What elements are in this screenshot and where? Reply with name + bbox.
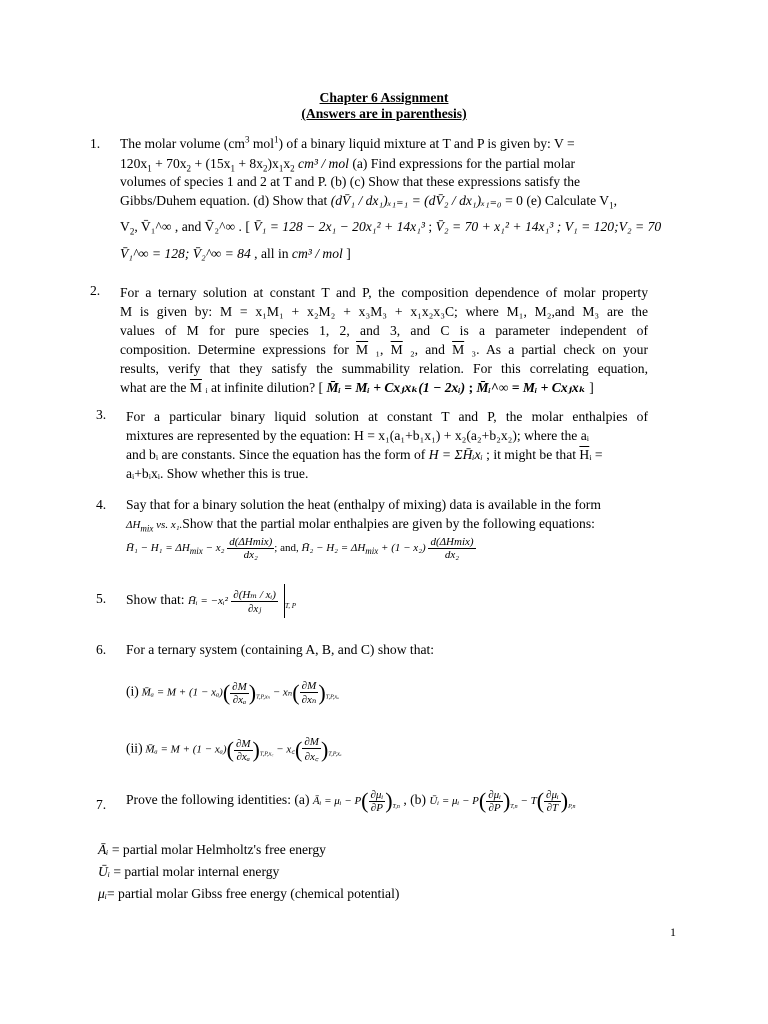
problem-4-line-2: $\Delta H_{mix}$ vs. x₁.Show that the partial molar enthalpies are given by the following equations: xyxy=(126,516,595,534)
problem-2-text: For a ternary solution at constant T and P, the composition dependence of molar property M is given by: M = x₁M₁ + x₂M₂ + x₃M₃ + x₁x₂x₃C; where M₁, M₂,and M₃ are the values of M for pure species 1, 2, and 3, and C is a parameter independent of composition. Determine expressions for $\overline{M}$ ₁, $\overline{M}$ ₂, and $\overline{M}$ ₃. As a partial check on your results, verify that they satisfy the summability relation. For this correlating equation, what are the $\overline{M}$ ᵢ at infinite dilution? [ M̄ᵢ = Mᵢ + Cxⱼxₖ(1 − 2xᵢ) ; M̄ᵢ^∞ = Mᵢ + Cxⱼxₖ ] xyxy=(120,285,648,395)
problem-1-line-2: $120x_1 + 70x_2 + (15x_1 + 8x_2)x_1x_2$ cm³ / mol (a) Find expressions for the partial molar xyxy=(120,156,576,174)
page-subtitle: (Answers are in parenthesis) xyxy=(301,106,467,121)
problem-1-line-5: $V_2$, V̄₁^∞ , and V̄₂^∞ . [ V̄₁ = 128 − 2x₁ − 20x₁² + 14x₁³ ; V̄₂ = 70 + x₁² + 14x₁³ ; V₁ = 120;V₂ = 70 xyxy=(120,219,662,237)
page-number: 1 xyxy=(670,925,676,939)
problem-number: 1. xyxy=(90,136,101,151)
problem-number: 3. xyxy=(96,407,107,422)
problem-1-line-4: Gibbs/Duhem equation. (d) Show that (dV̄₁ / dx₁)ₓ₁₌₁ = (dV̄₂ / dx₁)ₓ₁₌₀ = 0 (e) Calculate $V_1$, xyxy=(120,193,618,211)
page-title: Chapter 6 Assignment xyxy=(319,90,449,105)
definition-item: μᵢ= partial molar Gibss free energy (chemical potential) xyxy=(98,886,400,901)
problem-1-line-6: V̄₁^∞ = 128; V̄₂^∞ = 84 , all in cm³ / mol ] xyxy=(120,246,351,261)
problem-4-line-1: Say that for a binary solution the heat (enthalpy of mixing) data is available in the form xyxy=(126,497,601,512)
problem-7-equation: Prove the following identities: (a) Āᵢ = μᵢ − P( $\frac{\text{∂μᵢ}}{\partial P}$ )$_{T,n}$ , (b) Ūᵢ = μᵢ − P( $\frac{\text{∂μᵢ}}{\partial P}$ )$_{T,n} - T$( $\frac{\text{∂μᵢ}}{\partial T}$ )$_{P,n}$ xyxy=(126,788,576,814)
partial-fraction: $\frac{\text{∂(Hₘ / xᵢ)}}{\text{∂xⱼ}}$ xyxy=(233,588,276,615)
derivative-fraction: $\frac{\text{d(ΔHmix)}}{\text{dx₂}}$ xyxy=(229,536,273,561)
definition-item: Ūᵢ = partial molar internal energy xyxy=(98,864,280,879)
problem-number: 6. xyxy=(96,642,107,657)
problem-1-line-3: volumes of species 1 and 2 at T and P. (b) (c) Show that these expressions satisfy the xyxy=(120,174,581,189)
problem-number: 4. xyxy=(96,497,107,512)
problem-3-text: For a particular binary liquid solution at constant T and P, the molar enthalpies of mixtures are represented by the equation: H = x₁(a₁+b₁x₁) + x₂(a₂+b₂x₂); where the aᵢ and bᵢ are constants. Since the equation has the form of H = ΣH̄ᵢxᵢ ; it might be that $\overline{H}ᵢ$ = aᵢ+bᵢxᵢ. Show whether this is true. xyxy=(126,409,648,481)
problem-6-part-i: (i) M̄ₐ = M + (1 − xₐ)( $\frac{\partial M}{\text{∂xₐ}}$ )$_{T,P,x_n} - x_n$( $\frac{\partial M}{\text{∂xₙ}}$ )$_{T,P,x_a}$ xyxy=(126,680,339,706)
problem-number: 5. xyxy=(96,591,107,606)
problem-6-text: For a ternary system (containing A, B, and C) show that: xyxy=(126,642,435,657)
derivative-fraction: $\frac{\text{d(ΔHmix)}}{\text{dx₂}}$ xyxy=(430,536,474,561)
problem-5-equation: Show that: H̄ᵢ = −xᵢ² $\frac{\text{∂(Hₘ / xᵢ)}}{\text{∂xⱼ}}$ $_{T, P}$ xyxy=(126,584,296,618)
problem-number: 7. xyxy=(96,797,107,812)
definition-item: Āᵢ = partial molar Helmholtz's free energy xyxy=(98,842,326,857)
problem-4-equations: H̄₁ − $H_1 = \Delta H_{mix} - x_2$ $\frac{\text{d(ΔHmix)}}{\text{dx₂}}$ ; and, H̄₂ − $H_2 = \Delta H_{mix} + (1 - x_2)$ $\frac{\text{d(ΔHmix)}}{\text{dx₂}}$ xyxy=(126,536,474,561)
problem-6-part-ii: (ii) M̄ₐ = M + (1 − xₐ)( $\frac{\partial M}{\text{∂xₐ}}$ )$_{T,P,x꜀}$ − x꜀( $\frac{\partial M}{\partial x꜀}$ )$_{T,P,x_a}$ xyxy=(126,736,342,763)
problem-1-line-1: The molar volume ($cm^3$ mol$^1$) of a binary liquid mixture at T and P is given by: V = xyxy=(120,134,575,151)
problem-number: 2. xyxy=(90,283,101,298)
